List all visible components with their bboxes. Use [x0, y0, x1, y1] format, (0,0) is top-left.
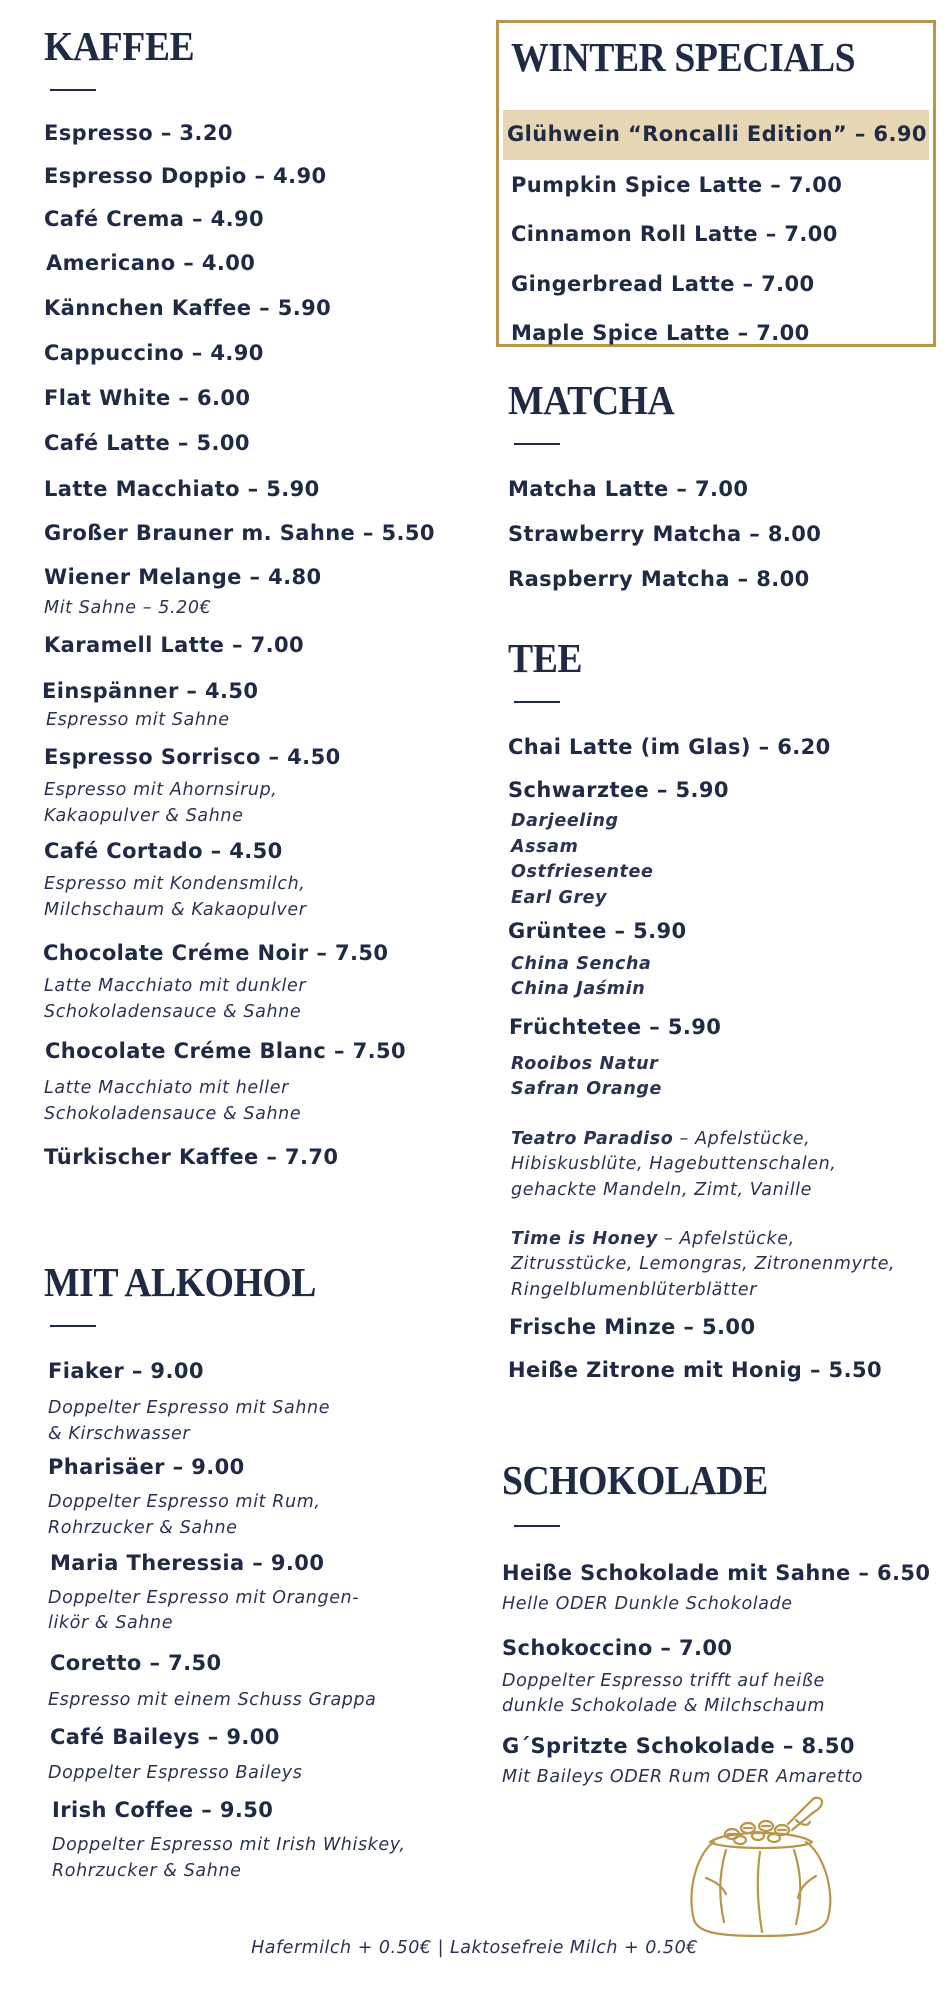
menu-item: Heiße Zitrone mit Honig – 5.50 [508, 1358, 882, 1383]
alkohol-divider [50, 1325, 96, 1327]
menu-item-desc: Latte Macchiato mit heller [44, 1078, 289, 1099]
menu-item: Cappuccino – 4.90 [44, 340, 264, 365]
menu-item: Matcha Latte – 7.00 [508, 477, 749, 501]
tea-blend-desc: Zitrusstücke, Lemongras, Zitronenmyrte, [511, 1254, 896, 1275]
schokolade-title: SCHOKOLADE [502, 1457, 768, 1503]
menu-item: Chai Latte (im Glas) – 6.20 [508, 735, 831, 759]
menu-item: Latte Macchiato – 5.90 [44, 476, 320, 501]
tea-blend-name: Teatro Paradiso [511, 1128, 674, 1149]
menu-item: G´Spritzte Schokolade – 8.50 [502, 1733, 855, 1758]
footer-milk-options: Hafermilch + 0.50€ | Laktosefreie Milch + 0.50€ [251, 1938, 698, 1958]
gruentee-sorts [508, 952, 948, 1003]
menu-item: Gingerbread Latte – 7.00 [511, 272, 815, 296]
menu-item: Pharisäer – 9.00 [48, 1454, 245, 1479]
alkohol-section [44, 1259, 484, 1884]
menu-item-desc: Espresso mit einem Schuss Grappa [48, 1690, 377, 1710]
schokolade-section [502, 1457, 942, 1790]
menu-item-desc: Doppelter Espresso mit Orangen- [48, 1588, 360, 1609]
menu-item: Flat White – 6.00 [44, 386, 251, 411]
menu-item: Grüntee – 5.90 [508, 918, 687, 943]
kaffee-title: KAFFEE [44, 23, 195, 69]
menu-item-desc: Mit Sahne – 5.20€ [44, 598, 212, 619]
tea-sort: Earl Grey [511, 887, 608, 908]
menu-item: Früchtetee – 5.90 [509, 1014, 722, 1039]
tea-sort: Safran Orange [511, 1079, 662, 1100]
menu-item: Espresso Sorrisco – 4.50 [44, 745, 341, 770]
menu-item-desc: Doppelter Espresso mit Irish Whiskey, [52, 1835, 406, 1856]
coffee-bean-sack-icon [676, 1790, 846, 1940]
menu-item-desc: Helle ODER Dunkle Schokolade [502, 1594, 793, 1615]
tea-sort: China Jaśmin [511, 979, 646, 1000]
menu-item-desc: Schokoladensauce & Sahne [44, 1103, 302, 1124]
menu-item-desc: Kakaopulver & Sahne [44, 805, 244, 826]
menu-item: Café Baileys – 9.00 [50, 1725, 280, 1750]
menu-item-desc: Doppelter Espresso Baileys [48, 1762, 303, 1783]
menu-item-desc: Rohrzucker & Sahne [52, 1860, 242, 1881]
menu-item: Cinnamon Roll Latte – 7.00 [511, 222, 838, 246]
menu-item-desc: Mit Baileys ODER Rum ODER Amaretto [502, 1766, 864, 1787]
menu-item-desc: Doppelter Espresso mit Sahne [48, 1398, 331, 1419]
menu-item: Coretto – 7.50 [50, 1650, 222, 1675]
winter-highlight-row [503, 110, 929, 160]
menu-item: Café Crema – 4.90 [44, 207, 265, 232]
matcha-section [508, 377, 948, 593]
menu-item: Wiener Melange – 4.80 [44, 564, 322, 589]
menu-item-desc: Espresso mit Ahornsirup, [44, 780, 278, 801]
tee-section [508, 635, 948, 1383]
menu-item: Chocolate Créme Blanc – 7.50 [45, 1039, 406, 1063]
matcha-title: MATCHA [508, 377, 675, 423]
tee-title: TEE [508, 635, 583, 681]
menu-item-desc: Schokoladensauce & Sahne [44, 1001, 302, 1022]
menu-item: Maple Spice Latte – 7.00 [511, 321, 810, 345]
schwarztee-sorts [508, 809, 948, 911]
menu-item-highlight: Glühwein “Roncalli Edition” – 6.90 [507, 122, 927, 146]
tea-blend-desc: Teatro Paradiso – Apfelstücke, [511, 1128, 811, 1149]
winter-specials-box [496, 20, 936, 347]
menu-item: Heiße Schokolade mit Sahne – 6.50 [502, 1561, 931, 1585]
menu-item: Türkischer Kaffee – 7.70 [44, 1144, 339, 1169]
menu-item-desc: Latte Macchiato mit dunkler [44, 976, 307, 997]
menu-item-desc: Doppelter Espresso trifft auf heiße [502, 1670, 825, 1691]
tea-sort: China Sencha [511, 954, 652, 975]
tea-sort: Rooibos Natur [511, 1054, 659, 1074]
schokolade-divider [514, 1525, 560, 1527]
tea-blend-desc: Hibiskusblüte, Hagebuttenschalen, [511, 1154, 837, 1175]
tea-sort: Darjeeling [511, 811, 619, 832]
tea-blend-desc: Time is Honey – Apfelstücke, [511, 1228, 795, 1249]
fruechtetee-sorts [508, 1052, 948, 1303]
menu-item-desc: Milchschaum & Kakaopulver [44, 899, 307, 920]
menu-item-desc: Doppelter Espresso mit Rum, [48, 1492, 321, 1513]
menu-item: Irish Coffee – 9.50 [52, 1797, 274, 1822]
menu-item: Fiaker – 9.00 [48, 1359, 204, 1383]
menu-item: Pumpkin Spice Latte – 7.00 [511, 173, 843, 197]
alkohol-items [44, 1359, 484, 1884]
menu-item-desc: likör & Sahne [48, 1613, 174, 1634]
menu-item: Karamell Latte – 7.00 [44, 633, 305, 658]
alkohol-title: MIT ALKOHOL [44, 1259, 316, 1305]
menu-item: Espresso – 3.20 [44, 121, 233, 145]
menu-item: Café Latte – 5.00 [44, 431, 250, 456]
tea-sort: Ostfriesentee [511, 862, 654, 883]
menu-item: Maria Theressia – 9.00 [50, 1550, 325, 1575]
menu-item: Raspberry Matcha – 8.00 [508, 567, 810, 592]
menu-item: Café Cortado – 4.50 [44, 839, 283, 864]
menu-item: Chocolate Créme Noir – 7.50 [43, 941, 389, 966]
menu-item-desc: Rohrzucker & Sahne [48, 1517, 238, 1538]
tea-sort: Assam [511, 836, 579, 857]
menu-item: Schokoccino – 7.00 [502, 1635, 733, 1660]
kaffee-divider [50, 89, 96, 91]
menu-item-desc: Espresso mit Kondensmilch, [44, 874, 306, 895]
menu-item: Frische Minze – 5.00 [509, 1315, 756, 1339]
menu-item: Strawberry Matcha – 8.00 [508, 522, 822, 547]
menu-item: Schwarztee – 5.90 [508, 778, 729, 803]
kaffee-section [42, 23, 484, 1170]
menu-item: Einspänner – 4.50 [42, 678, 259, 703]
menu-item-desc: Espresso mit Sahne [46, 709, 230, 730]
menu-item-desc: dunkle Schokolade & Milchschaum [502, 1696, 826, 1717]
tea-blend-name: Time is Honey [511, 1228, 658, 1249]
tea-blend-desc: gehackte Mandeln, Zimt, Vanille [511, 1179, 813, 1200]
menu-item: Espresso Doppio – 4.90 [44, 164, 327, 189]
matcha-divider [514, 443, 560, 445]
tea-blend-desc: Ringelblumenblüterblätter [511, 1279, 758, 1300]
menu-item: Kännchen Kaffee – 5.90 [44, 295, 332, 320]
menu-item: Americano – 4.00 [46, 250, 256, 275]
winter-title: WINTER SPECIALS [511, 34, 856, 80]
menu-item-desc: & Kirschwasser [48, 1423, 191, 1444]
tee-divider [514, 701, 560, 703]
menu-item: Großer Brauner m. Sahne – 5.50 [44, 520, 435, 545]
